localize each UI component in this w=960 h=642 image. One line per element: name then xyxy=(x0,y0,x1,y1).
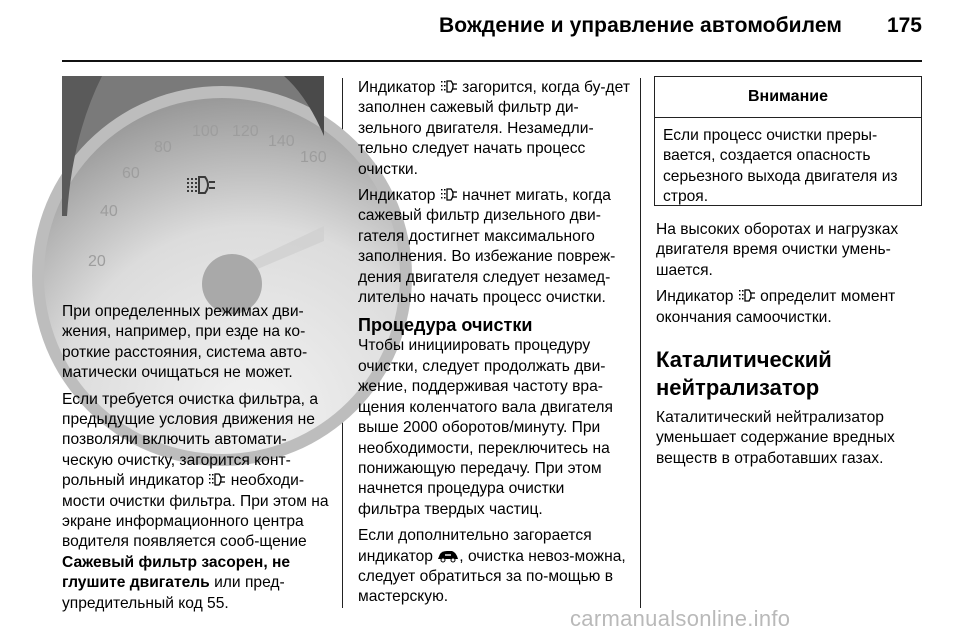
gauge-tick: 40 xyxy=(100,203,118,220)
text-run: определит момент окончания самоочистки. xyxy=(656,288,896,326)
diesel-particulate-filter-icon xyxy=(440,80,458,94)
text-run: или пред-упредительный код 55. xyxy=(62,574,285,612)
gauge-tick: 160 xyxy=(300,149,327,166)
paragraph: При определенных режимах дви-жения, например, при езде на ко-роткие расстояния, система авто-матически очищаться не может. xyxy=(62,303,308,382)
header-divider xyxy=(62,60,922,62)
diesel-particulate-filter-icon xyxy=(440,188,458,202)
gauge-tick: 100 xyxy=(192,123,219,140)
text-run: , очистка невоз-можна, следует обратиться за по-мощью в мастерскую. xyxy=(358,547,626,606)
instrument-cluster-photo xyxy=(62,76,327,284)
gauge-tick: 60 xyxy=(122,165,140,182)
message-text: Сажевый фильтр засорен, не глушите двигатель xyxy=(62,553,291,592)
section-heading: Процедура очистки xyxy=(358,315,533,336)
watermark: carmanualsonline.info xyxy=(570,606,791,631)
gauge-tick: 120 xyxy=(232,123,259,140)
text-run: загорится, когда бу-дет заполнен сажевый фильтр ди-зельного двигателя. Незамедли-тельно следует начать процесс очистки. xyxy=(358,79,630,178)
page-number: 175 xyxy=(886,14,922,37)
left-column xyxy=(62,302,334,620)
text-run: Если дополнительно загорается индикатор xyxy=(358,527,592,565)
text-run: Индикатор xyxy=(656,288,734,306)
text-run: необходи-мости очистки фильтра. При этом на экране информационного центра водителя появляется сооб-щение xyxy=(62,472,329,551)
warning-box xyxy=(654,76,922,206)
diesel-particulate-filter-icon xyxy=(208,473,226,487)
column-divider-2 xyxy=(640,78,641,608)
paragraph xyxy=(656,287,928,328)
page-header xyxy=(62,14,922,44)
gauge-tick: 80 xyxy=(154,139,172,156)
diesel-particulate-filter-icon xyxy=(738,289,756,303)
warning-title: Внимание xyxy=(655,77,921,118)
section-heading: Каталитический нейтрализатор xyxy=(656,347,832,401)
paragraph xyxy=(62,390,334,614)
warning-text: Если процесс очистки преры-вается, создается опасность серьезного выхода двигателя из строя. xyxy=(663,127,898,206)
text-run: Индикатор xyxy=(358,79,436,96)
paragraph xyxy=(358,526,630,608)
paragraph xyxy=(358,186,630,308)
text-run: Индикатор xyxy=(358,187,436,205)
paragraph: На высоких оборотах и нагрузках двигателя время очистки умень-шается. xyxy=(656,221,899,279)
middle-column xyxy=(358,78,630,614)
paragraph xyxy=(358,78,630,180)
page-title: Вождение и управление автомобилем xyxy=(439,14,842,37)
text-run: начнет мигать, когда сажевый фильтр дизельного дви-гателя достигнет максимального заполнения. Во избежание повреж-дения двигателя следует незамед-лительно начать процесс очистки. xyxy=(358,187,616,307)
car-service-icon xyxy=(437,549,459,563)
gauge-tick: 140 xyxy=(268,133,295,150)
gauge-tick: 20 xyxy=(88,253,106,270)
text-run: Если требуется очистка фильтра, а предыдущие условия движения не позволяли включить автомати-ческую очистку, загорится конт-рольный индикатор xyxy=(62,390,319,490)
paragraph: Чтобы инициировать процедуру очистки, следует продолжать дви-жение, поддерживая частоту вра-щения коленчатого вала двигателя выше 2000 оборотов/минуту. При необходимости, переключитесь на понижающую передачу. При этом начнется процедура очистки фильтра твердых частиц. xyxy=(358,337,613,518)
right-column xyxy=(656,220,928,475)
paragraph: Каталитический нейтрализатор уменьшает содержание вредных веществ в отработавших газах. xyxy=(656,409,895,467)
